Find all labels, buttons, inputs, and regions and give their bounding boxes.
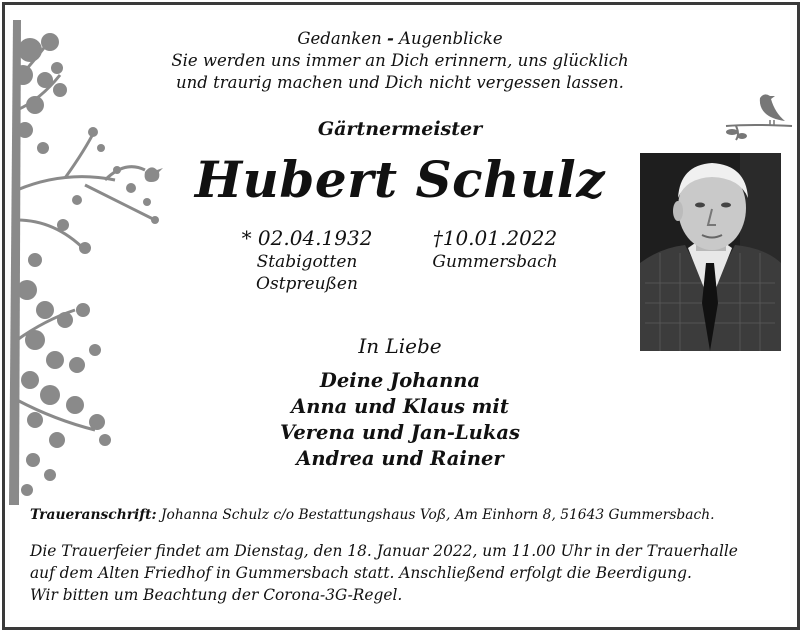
birth-info	[222, 225, 392, 295]
birth-place-2: Ostpreußen	[256, 274, 358, 294]
mourner-line: Anna und Klaus mit	[291, 395, 509, 418]
mourning-address	[30, 507, 780, 523]
address-label: Traueranschrift:	[30, 507, 157, 523]
poem-line-2: Sie werden uns immer an Dich erinnern, uns glücklich	[171, 51, 629, 70]
notice-line: Die Trauerfeier findet am Dienstag, den 18. Januar 2022, um 11.00 Uhr in der Trauerhalle	[30, 542, 738, 560]
mourners-list	[200, 368, 600, 472]
poem-line-1-dash: -	[386, 29, 394, 48]
mourner-line: Deine Johanna	[319, 369, 481, 392]
notice-line: Wir bitten um Beachtung der Corona-3G-Regel.	[30, 586, 403, 604]
birth-place-1: Stabigotten	[256, 252, 358, 272]
bird-on-branch-icon	[722, 86, 794, 144]
mourner-line: Verena und Jan-Lukas	[280, 421, 520, 444]
poem	[150, 28, 650, 94]
portrait-photo	[640, 153, 781, 351]
poem-line-3: und traurig machen und Dich nicht vergessen lassen.	[176, 73, 624, 92]
mourner-line: Andrea und Rainer	[296, 447, 504, 470]
poem-line-1	[150, 28, 650, 50]
poem-line-1-part-2: Augenblicke	[393, 29, 503, 48]
poem-line-1-part-1: Gedanken	[297, 29, 387, 48]
occupation: Gärtnermeister	[317, 118, 483, 140]
death-place: Gummersbach	[432, 252, 558, 272]
in-love-intro: In Liebe	[358, 334, 442, 358]
notice-line: auf dem Alten Friedhof in Gummersbach statt. Anschließend erfolgt die Beerdigung.	[30, 564, 692, 582]
birth-date: * 02.04.1932	[241, 226, 373, 250]
address-text: Johanna Schulz c/o Bestattungshaus Voß, Am Einhorn 8, 51643 Gummersbach.	[156, 507, 715, 523]
death-info	[400, 225, 590, 273]
funeral-notice	[30, 540, 790, 606]
portrait-illustration	[640, 153, 781, 351]
death-date: †10.01.2022	[432, 226, 558, 250]
deceased-name: Hubert Schulz	[194, 150, 606, 209]
